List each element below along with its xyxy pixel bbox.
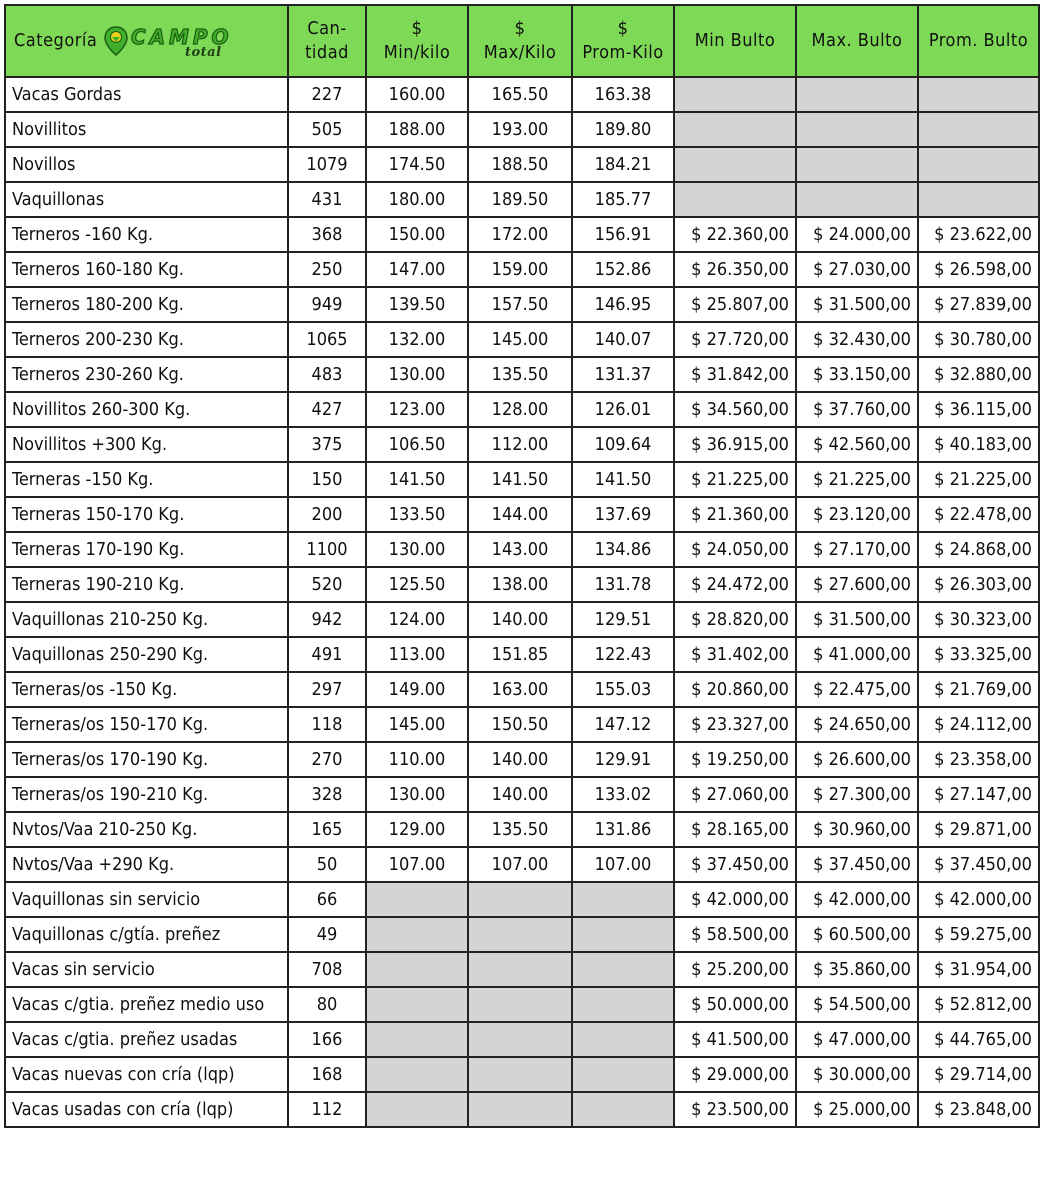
cell-max-kilo: 163.00	[468, 672, 572, 707]
header-min-kilo-line2: Min/kilo	[383, 42, 451, 63]
cell-prom-kilo: 133.02	[572, 777, 674, 812]
cell-categoria: Terneras/os 170-190 Kg.	[5, 742, 288, 777]
cell-max-bulto	[796, 147, 918, 182]
cell-prom-kilo: 126.01	[572, 392, 674, 427]
cell-prom-bulto: $ 23.622,00	[918, 217, 1039, 252]
cell-categoria: Terneras -150 Kg.	[5, 462, 288, 497]
cell-min-kilo	[366, 1057, 468, 1092]
cell-categoria: Terneros 230-260 Kg.	[5, 357, 288, 392]
cell-max-kilo: 188.50	[468, 147, 572, 182]
cell-cantidad: 118	[288, 707, 366, 742]
table-row	[5, 917, 1039, 952]
cell-max-kilo: 143.00	[468, 532, 572, 567]
cell-prom-bulto: $ 23.848,00	[918, 1092, 1039, 1127]
cell-prom-kilo	[572, 1057, 674, 1092]
cell-min-kilo: 141.50	[366, 462, 468, 497]
cell-prom-bulto: $ 30.323,00	[918, 602, 1039, 637]
cell-max-bulto: $ 35.860,00	[796, 952, 918, 987]
cell-categoria: Vacas c/gtia. preñez medio uso	[5, 987, 288, 1022]
campo-total-logo	[103, 24, 233, 58]
cell-prom-bulto: $ 23.358,00	[918, 742, 1039, 777]
cell-max-kilo	[468, 1057, 572, 1092]
cell-min-kilo: 133.50	[366, 497, 468, 532]
cell-cantidad: 150	[288, 462, 366, 497]
cell-prom-kilo	[572, 1022, 674, 1057]
cell-min-bulto: $ 26.350,00	[674, 252, 796, 287]
cell-max-kilo: 145.00	[468, 322, 572, 357]
cell-max-kilo: 140.00	[468, 777, 572, 812]
cell-cantidad: 1100	[288, 532, 366, 567]
cell-max-kilo: 138.00	[468, 567, 572, 602]
table-row	[5, 637, 1039, 672]
cell-categoria: Vaquillonas 210-250 Kg.	[5, 602, 288, 637]
cell-min-bulto: $ 42.000,00	[674, 882, 796, 917]
table-row	[5, 567, 1039, 602]
cell-min-bulto: $ 28.820,00	[674, 602, 796, 637]
cell-prom-kilo: 184.21	[572, 147, 674, 182]
header-prom-kilo-line2: Prom-Kilo	[582, 42, 664, 63]
cell-min-kilo: 150.00	[366, 217, 468, 252]
cell-categoria: Terneras/os 150-170 Kg.	[5, 707, 288, 742]
cell-categoria: Terneros 180-200 Kg.	[5, 287, 288, 322]
table-row	[5, 322, 1039, 357]
cell-min-bulto: $ 58.500,00	[674, 917, 796, 952]
cell-max-bulto	[796, 112, 918, 147]
header-prom-bulto: Prom. Bulto	[918, 5, 1039, 77]
cell-max-kilo: 157.50	[468, 287, 572, 322]
cell-cantidad: 165	[288, 812, 366, 847]
header-prom-kilo	[572, 5, 674, 77]
cell-prom-kilo: 129.91	[572, 742, 674, 777]
table-row	[5, 532, 1039, 567]
table-body	[5, 77, 1039, 1127]
cell-categoria: Terneras 150-170 Kg.	[5, 497, 288, 532]
cell-min-bulto: $ 21.225,00	[674, 462, 796, 497]
table-row	[5, 987, 1039, 1022]
cell-min-kilo: 174.50	[366, 147, 468, 182]
cell-prom-kilo: 147.12	[572, 707, 674, 742]
cell-max-kilo	[468, 1092, 572, 1127]
cell-min-kilo: 188.00	[366, 112, 468, 147]
cell-max-bulto: $ 27.030,00	[796, 252, 918, 287]
cell-max-kilo: 135.50	[468, 812, 572, 847]
cell-max-kilo: 172.00	[468, 217, 572, 252]
cell-max-bulto: $ 42.560,00	[796, 427, 918, 462]
table-row	[5, 287, 1039, 322]
cell-categoria: Terneros 160-180 Kg.	[5, 252, 288, 287]
cell-prom-kilo: 152.86	[572, 252, 674, 287]
cell-min-kilo: 130.00	[366, 357, 468, 392]
cell-min-kilo: 106.50	[366, 427, 468, 462]
cell-cantidad: 1079	[288, 147, 366, 182]
cell-cantidad: 270	[288, 742, 366, 777]
cell-cantidad: 491	[288, 637, 366, 672]
cell-min-bulto: $ 27.060,00	[674, 777, 796, 812]
cell-max-kilo: 141.50	[468, 462, 572, 497]
cell-max-kilo: 128.00	[468, 392, 572, 427]
cell-prom-bulto: $ 21.769,00	[918, 672, 1039, 707]
cell-prom-bulto: $ 36.115,00	[918, 392, 1039, 427]
cell-max-bulto: $ 25.000,00	[796, 1092, 918, 1127]
cell-prom-bulto: $ 29.714,00	[918, 1057, 1039, 1092]
cell-categoria: Terneras/os 190-210 Kg.	[5, 777, 288, 812]
cell-min-kilo	[366, 952, 468, 987]
cell-prom-bulto: $ 29.871,00	[918, 812, 1039, 847]
price-table	[4, 4, 1040, 1128]
cell-max-kilo	[468, 917, 572, 952]
cell-cantidad: 168	[288, 1057, 366, 1092]
cell-max-kilo: 150.50	[468, 707, 572, 742]
cell-prom-bulto	[918, 112, 1039, 147]
cell-max-bulto: $ 32.430,00	[796, 322, 918, 357]
cell-max-bulto: $ 26.600,00	[796, 742, 918, 777]
cell-categoria: Nvtos/Vaa 210-250 Kg.	[5, 812, 288, 847]
cell-max-kilo: 140.00	[468, 602, 572, 637]
cell-categoria: Novillitos	[5, 112, 288, 147]
cell-min-bulto: $ 20.860,00	[674, 672, 796, 707]
cell-prom-kilo: 122.43	[572, 637, 674, 672]
cell-max-bulto: $ 41.000,00	[796, 637, 918, 672]
cell-cantidad: 708	[288, 952, 366, 987]
cell-min-bulto: $ 41.500,00	[674, 1022, 796, 1057]
table-row	[5, 707, 1039, 742]
cell-cantidad: 427	[288, 392, 366, 427]
cell-prom-bulto: $ 33.325,00	[918, 637, 1039, 672]
cell-min-kilo: 160.00	[366, 77, 468, 112]
cell-prom-bulto	[918, 147, 1039, 182]
cell-min-kilo: 147.00	[366, 252, 468, 287]
cell-min-bulto: $ 37.450,00	[674, 847, 796, 882]
cell-cantidad: 200	[288, 497, 366, 532]
cell-max-kilo: 193.00	[468, 112, 572, 147]
cell-cantidad: 66	[288, 882, 366, 917]
header-min-kilo-line1: $	[411, 18, 423, 39]
cell-min-kilo: 149.00	[366, 672, 468, 707]
table-row	[5, 742, 1039, 777]
cell-cantidad: 49	[288, 917, 366, 952]
cell-prom-bulto: $ 31.954,00	[918, 952, 1039, 987]
cell-prom-bulto: $ 52.812,00	[918, 987, 1039, 1022]
cell-min-kilo: 129.00	[366, 812, 468, 847]
cell-min-bulto	[674, 147, 796, 182]
table-row	[5, 952, 1039, 987]
cell-prom-kilo: 155.03	[572, 672, 674, 707]
cell-categoria: Vaquillonas	[5, 182, 288, 217]
cell-min-kilo: 107.00	[366, 847, 468, 882]
table-row	[5, 1022, 1039, 1057]
table-row	[5, 182, 1039, 217]
cell-min-bulto: $ 24.472,00	[674, 567, 796, 602]
cell-min-kilo: 130.00	[366, 777, 468, 812]
cell-min-kilo: 145.00	[366, 707, 468, 742]
cell-prom-bulto: $ 30.780,00	[918, 322, 1039, 357]
header-cantidad	[288, 5, 366, 77]
cell-min-bulto: $ 25.807,00	[674, 287, 796, 322]
cell-prom-kilo: 131.86	[572, 812, 674, 847]
campo-total-wordmark	[129, 24, 233, 58]
table-row	[5, 217, 1039, 252]
cell-prom-kilo: 131.37	[572, 357, 674, 392]
table-row	[5, 392, 1039, 427]
cell-max-bulto: $ 27.300,00	[796, 777, 918, 812]
cell-max-kilo: 107.00	[468, 847, 572, 882]
header-max-kilo	[468, 5, 572, 77]
cell-min-bulto	[674, 112, 796, 147]
header-cantidad-line1: Can-	[307, 18, 347, 39]
cell-max-kilo: 144.00	[468, 497, 572, 532]
cell-prom-bulto: $ 24.112,00	[918, 707, 1039, 742]
cell-prom-kilo: 129.51	[572, 602, 674, 637]
cell-min-kilo: 139.50	[366, 287, 468, 322]
cell-prom-kilo: 140.07	[572, 322, 674, 357]
cell-min-bulto: $ 50.000,00	[674, 987, 796, 1022]
cell-prom-bulto	[918, 182, 1039, 217]
cell-max-kilo: 135.50	[468, 357, 572, 392]
cell-min-bulto: $ 31.842,00	[674, 357, 796, 392]
cell-max-bulto: $ 24.000,00	[796, 217, 918, 252]
cell-cantidad: 942	[288, 602, 366, 637]
cell-min-bulto: $ 29.000,00	[674, 1057, 796, 1092]
cell-prom-kilo	[572, 917, 674, 952]
cell-prom-kilo: 185.77	[572, 182, 674, 217]
cell-prom-kilo: 109.64	[572, 427, 674, 462]
cell-prom-kilo: 189.80	[572, 112, 674, 147]
cell-min-bulto: $ 25.200,00	[674, 952, 796, 987]
cell-max-bulto: $ 60.500,00	[796, 917, 918, 952]
cell-categoria: Vacas sin servicio	[5, 952, 288, 987]
cell-max-kilo: 151.85	[468, 637, 572, 672]
table-row	[5, 882, 1039, 917]
cell-prom-kilo: 146.95	[572, 287, 674, 322]
cell-categoria: Vaquillonas 250-290 Kg.	[5, 637, 288, 672]
cell-min-kilo	[366, 917, 468, 952]
cell-max-bulto	[796, 182, 918, 217]
header-categoria-label: Categoría	[14, 30, 98, 51]
cell-categoria: Novillitos +300 Kg.	[5, 427, 288, 462]
cell-categoria: Vaquillonas sin servicio	[5, 882, 288, 917]
cell-categoria: Terneras/os -150 Kg.	[5, 672, 288, 707]
cell-prom-kilo	[572, 952, 674, 987]
cell-min-kilo: 130.00	[366, 532, 468, 567]
cell-min-kilo: 132.00	[366, 322, 468, 357]
cell-max-bulto	[796, 77, 918, 112]
cell-categoria: Vacas nuevas con cría (lqp)	[5, 1057, 288, 1092]
cell-min-kilo: 124.00	[366, 602, 468, 637]
cell-max-bulto: $ 23.120,00	[796, 497, 918, 532]
cell-min-kilo	[366, 882, 468, 917]
cell-prom-kilo: 156.91	[572, 217, 674, 252]
header-cantidad-line2: tidad	[305, 42, 349, 63]
cell-cantidad: 166	[288, 1022, 366, 1057]
cell-cantidad: 483	[288, 357, 366, 392]
cell-min-bulto	[674, 77, 796, 112]
cell-prom-kilo: 163.38	[572, 77, 674, 112]
cell-cantidad: 227	[288, 77, 366, 112]
cell-max-bulto: $ 21.225,00	[796, 462, 918, 497]
table-row	[5, 812, 1039, 847]
cell-min-kilo: 125.50	[366, 567, 468, 602]
cell-cantidad: 431	[288, 182, 366, 217]
table-row	[5, 427, 1039, 462]
cell-cantidad: 50	[288, 847, 366, 882]
cell-min-bulto: $ 36.915,00	[674, 427, 796, 462]
cell-prom-kilo: 137.69	[572, 497, 674, 532]
cell-min-bulto: $ 34.560,00	[674, 392, 796, 427]
table-row	[5, 357, 1039, 392]
cell-cantidad: 520	[288, 567, 366, 602]
cell-categoria: Vacas usadas con cría (lqp)	[5, 1092, 288, 1127]
cell-prom-kilo	[572, 987, 674, 1022]
cell-cantidad: 297	[288, 672, 366, 707]
table-row	[5, 672, 1039, 707]
table-row	[5, 147, 1039, 182]
cell-prom-bulto: $ 26.598,00	[918, 252, 1039, 287]
cell-min-bulto	[674, 182, 796, 217]
cell-categoria: Novillos	[5, 147, 288, 182]
cell-max-bulto: $ 33.150,00	[796, 357, 918, 392]
cell-max-kilo	[468, 987, 572, 1022]
cell-min-bulto: $ 23.327,00	[674, 707, 796, 742]
table-row	[5, 252, 1039, 287]
table-row	[5, 1092, 1039, 1127]
cell-cantidad: 1065	[288, 322, 366, 357]
cell-min-bulto: $ 19.250,00	[674, 742, 796, 777]
cell-max-kilo: 189.50	[468, 182, 572, 217]
cell-prom-bulto: $ 27.147,00	[918, 777, 1039, 812]
cell-prom-bulto: $ 24.868,00	[918, 532, 1039, 567]
table-row	[5, 1057, 1039, 1092]
cell-min-kilo: 180.00	[366, 182, 468, 217]
cell-max-bulto: $ 47.000,00	[796, 1022, 918, 1057]
cell-cantidad: 505	[288, 112, 366, 147]
cell-cantidad: 328	[288, 777, 366, 812]
header-max-kilo-line2: Max/Kilo	[483, 42, 557, 63]
cell-prom-bulto: $ 32.880,00	[918, 357, 1039, 392]
table-row	[5, 777, 1039, 812]
cell-max-bulto: $ 30.960,00	[796, 812, 918, 847]
cell-max-kilo	[468, 882, 572, 917]
cell-cantidad: 250	[288, 252, 366, 287]
cell-max-kilo	[468, 1022, 572, 1057]
cell-min-kilo	[366, 1092, 468, 1127]
cell-categoria: Terneros 200-230 Kg.	[5, 322, 288, 357]
cell-max-bulto: $ 54.500,00	[796, 987, 918, 1022]
cell-prom-kilo: 134.86	[572, 532, 674, 567]
cell-categoria: Vaquillonas c/gtía. preñez	[5, 917, 288, 952]
table-row	[5, 847, 1039, 882]
header-min-kilo	[366, 5, 468, 77]
cell-min-kilo	[366, 987, 468, 1022]
cell-max-kilo	[468, 952, 572, 987]
cell-max-bulto: $ 42.000,00	[796, 882, 918, 917]
map-pin-icon	[103, 26, 129, 56]
table-row	[5, 462, 1039, 497]
cell-max-kilo: 112.00	[468, 427, 572, 462]
cell-prom-kilo: 141.50	[572, 462, 674, 497]
cell-max-bulto: $ 22.475,00	[796, 672, 918, 707]
cell-min-bulto: $ 21.360,00	[674, 497, 796, 532]
cell-cantidad: 368	[288, 217, 366, 252]
cell-min-bulto: $ 23.500,00	[674, 1092, 796, 1127]
table-row	[5, 112, 1039, 147]
cell-max-kilo: 159.00	[468, 252, 572, 287]
header-max-kilo-line1: $	[514, 18, 526, 39]
cell-prom-bulto: $ 26.303,00	[918, 567, 1039, 602]
cell-prom-bulto: $ 59.275,00	[918, 917, 1039, 952]
cell-categoria: Novillitos 260-300 Kg.	[5, 392, 288, 427]
cell-categoria: Terneras 190-210 Kg.	[5, 567, 288, 602]
cell-max-bulto: $ 24.650,00	[796, 707, 918, 742]
cell-max-kilo: 140.00	[468, 742, 572, 777]
header-prom-kilo-line1: $	[617, 18, 629, 39]
cell-cantidad: 112	[288, 1092, 366, 1127]
cell-prom-kilo: 107.00	[572, 847, 674, 882]
cell-min-bulto: $ 31.402,00	[674, 637, 796, 672]
cell-max-bulto: $ 27.600,00	[796, 567, 918, 602]
cell-prom-bulto: $ 22.478,00	[918, 497, 1039, 532]
cell-min-bulto: $ 28.165,00	[674, 812, 796, 847]
header-min-bulto: Min Bulto	[674, 5, 796, 77]
cell-categoria: Vacas Gordas	[5, 77, 288, 112]
cell-prom-bulto	[918, 77, 1039, 112]
table-header	[5, 5, 1039, 77]
cell-prom-bulto: $ 37.450,00	[918, 847, 1039, 882]
cell-min-kilo: 110.00	[366, 742, 468, 777]
cell-prom-kilo: 131.78	[572, 567, 674, 602]
cell-categoria: Terneras 170-190 Kg.	[5, 532, 288, 567]
cell-max-bulto: $ 31.500,00	[796, 287, 918, 322]
cell-min-bulto: $ 24.050,00	[674, 532, 796, 567]
table-row	[5, 497, 1039, 532]
cell-min-bulto: $ 27.720,00	[674, 322, 796, 357]
cell-max-bulto: $ 37.450,00	[796, 847, 918, 882]
table-row	[5, 602, 1039, 637]
cell-cantidad: 949	[288, 287, 366, 322]
logo-campo-text: CAMPO	[131, 25, 230, 49]
cell-prom-bulto: $ 44.765,00	[918, 1022, 1039, 1057]
cell-max-kilo: 165.50	[468, 77, 572, 112]
header-categoria	[5, 5, 288, 77]
cell-prom-bulto: $ 42.000,00	[918, 882, 1039, 917]
cell-prom-bulto: $ 21.225,00	[918, 462, 1039, 497]
logo-total-text: total	[185, 45, 222, 58]
cell-min-kilo: 113.00	[366, 637, 468, 672]
header-max-bulto: Max. Bulto	[796, 5, 918, 77]
cell-max-bulto: $ 31.500,00	[796, 602, 918, 637]
cell-min-bulto: $ 22.360,00	[674, 217, 796, 252]
cell-min-kilo: 123.00	[366, 392, 468, 427]
cell-min-kilo	[366, 1022, 468, 1057]
cell-categoria: Terneros -160 Kg.	[5, 217, 288, 252]
cell-prom-kilo	[572, 1092, 674, 1127]
cell-max-bulto: $ 37.760,00	[796, 392, 918, 427]
cell-categoria: Nvtos/Vaa +290 Kg.	[5, 847, 288, 882]
cell-prom-kilo	[572, 882, 674, 917]
cell-categoria: Vacas c/gtia. preñez usadas	[5, 1022, 288, 1057]
cell-max-bulto: $ 27.170,00	[796, 532, 918, 567]
cell-cantidad: 80	[288, 987, 366, 1022]
cell-max-bulto: $ 30.000,00	[796, 1057, 918, 1092]
table-row	[5, 77, 1039, 112]
cell-prom-bulto: $ 27.839,00	[918, 287, 1039, 322]
cell-cantidad: 375	[288, 427, 366, 462]
cell-prom-bulto: $ 40.183,00	[918, 427, 1039, 462]
